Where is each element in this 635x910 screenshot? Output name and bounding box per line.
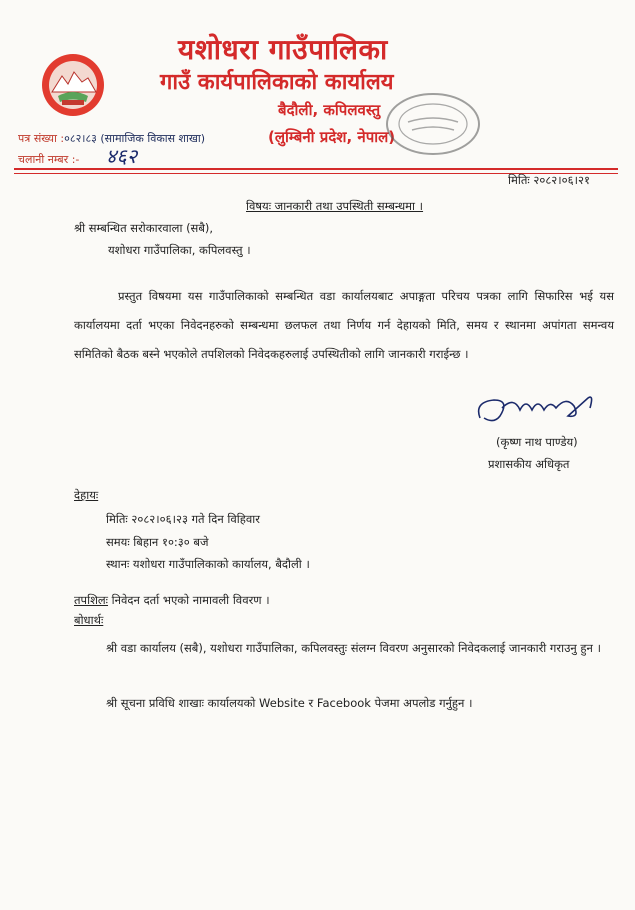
office-subtitle: गाउँ कार्यपालिकाको कार्यालय bbox=[160, 70, 394, 95]
chalani-label: चलानी नम्बर :- bbox=[18, 153, 80, 166]
meeting-date: मितिः २०८२।०६।२३ गते दिन विहिवार bbox=[106, 512, 260, 526]
office-stamp-icon bbox=[378, 84, 488, 164]
signatory-role: प्रशासकीय अधिकृत bbox=[488, 457, 570, 471]
letter-date: मितिः २०८२।०६।२१ bbox=[508, 173, 590, 187]
meeting-place: स्थानः यशोधरा गाउँपालिकाको कार्यालय, बैदौली । bbox=[106, 557, 310, 571]
recipient-line2: यशोधरा गाउँपालिका, कपिलवस्तु । bbox=[108, 243, 251, 257]
letter-body: प्रस्तुत विषयमा यस गाउँपालिकाको सम्बन्धित वडा कार्यालयबाट अपाङ्गता परिचय पत्रका लागि सिफारिस भई यस कार्यालयमा दर्ता भएका निवेदनहरुको सम्बन्धमा छलफल तथा निर्णय गर्न देहायको मिति, समय र स्थानमा अपांगता समन्वय समितिको बैठक बस्ने भएकोले तपशिलको निवेदकहरुलाई उपस्थितीको लागि जानकारी गराईन्छ । bbox=[74, 289, 614, 361]
nepal-emblem-icon bbox=[40, 52, 106, 118]
header-rule bbox=[14, 168, 618, 170]
tapsil-label: तपशिलः bbox=[74, 593, 109, 607]
meeting-time: समयः बिहान १०:३० बजे bbox=[106, 535, 209, 549]
signature-icon bbox=[470, 388, 610, 434]
recipient-line1: श्री सम्बन्धित सरोकारवाला (सबै), bbox=[74, 221, 214, 235]
chalani-number: ४६२ bbox=[106, 144, 138, 168]
letter-subject: विषयः जानकारी तथा उपस्थिती सम्बन्धमा । bbox=[246, 199, 424, 213]
tapsil-text: निवेदन दर्ता भएको नामावली विवरण । bbox=[108, 593, 270, 607]
bodhartha-heading: बोधार्थः bbox=[74, 613, 104, 627]
bodhartha-item-it: श्री सूचना प्रविधि शाखाः कार्यालयको Website र Facebook पेजमा अपलोड गर्नुहुन । bbox=[106, 696, 473, 710]
patra-value: ०८२।८३ (सामाजिक विकास शाखा) bbox=[64, 132, 206, 145]
office-province: (लुम्बिनी प्रदेश, नेपाल) bbox=[268, 128, 396, 146]
municipality-title: यशोधरा गाउँपालिका bbox=[178, 33, 388, 66]
tapsil-line bbox=[74, 594, 270, 608]
signatory-name: (कृष्ण नाथ पाण्डेय) bbox=[496, 435, 578, 449]
bodhartha-item-ward: श्री वडा कार्यालय (सबै), यशोधरा गाउँपालिका, कपिलवस्तुः संलग्न विवरण अनुसारको निवेदकलाई जानकारी गराउनु हुन । bbox=[106, 641, 601, 655]
details-heading: देहायः bbox=[74, 488, 99, 502]
patra-label: पत्र संख्या : bbox=[18, 132, 65, 145]
office-address: बैदौली, कपिलवस्तु bbox=[278, 101, 381, 119]
